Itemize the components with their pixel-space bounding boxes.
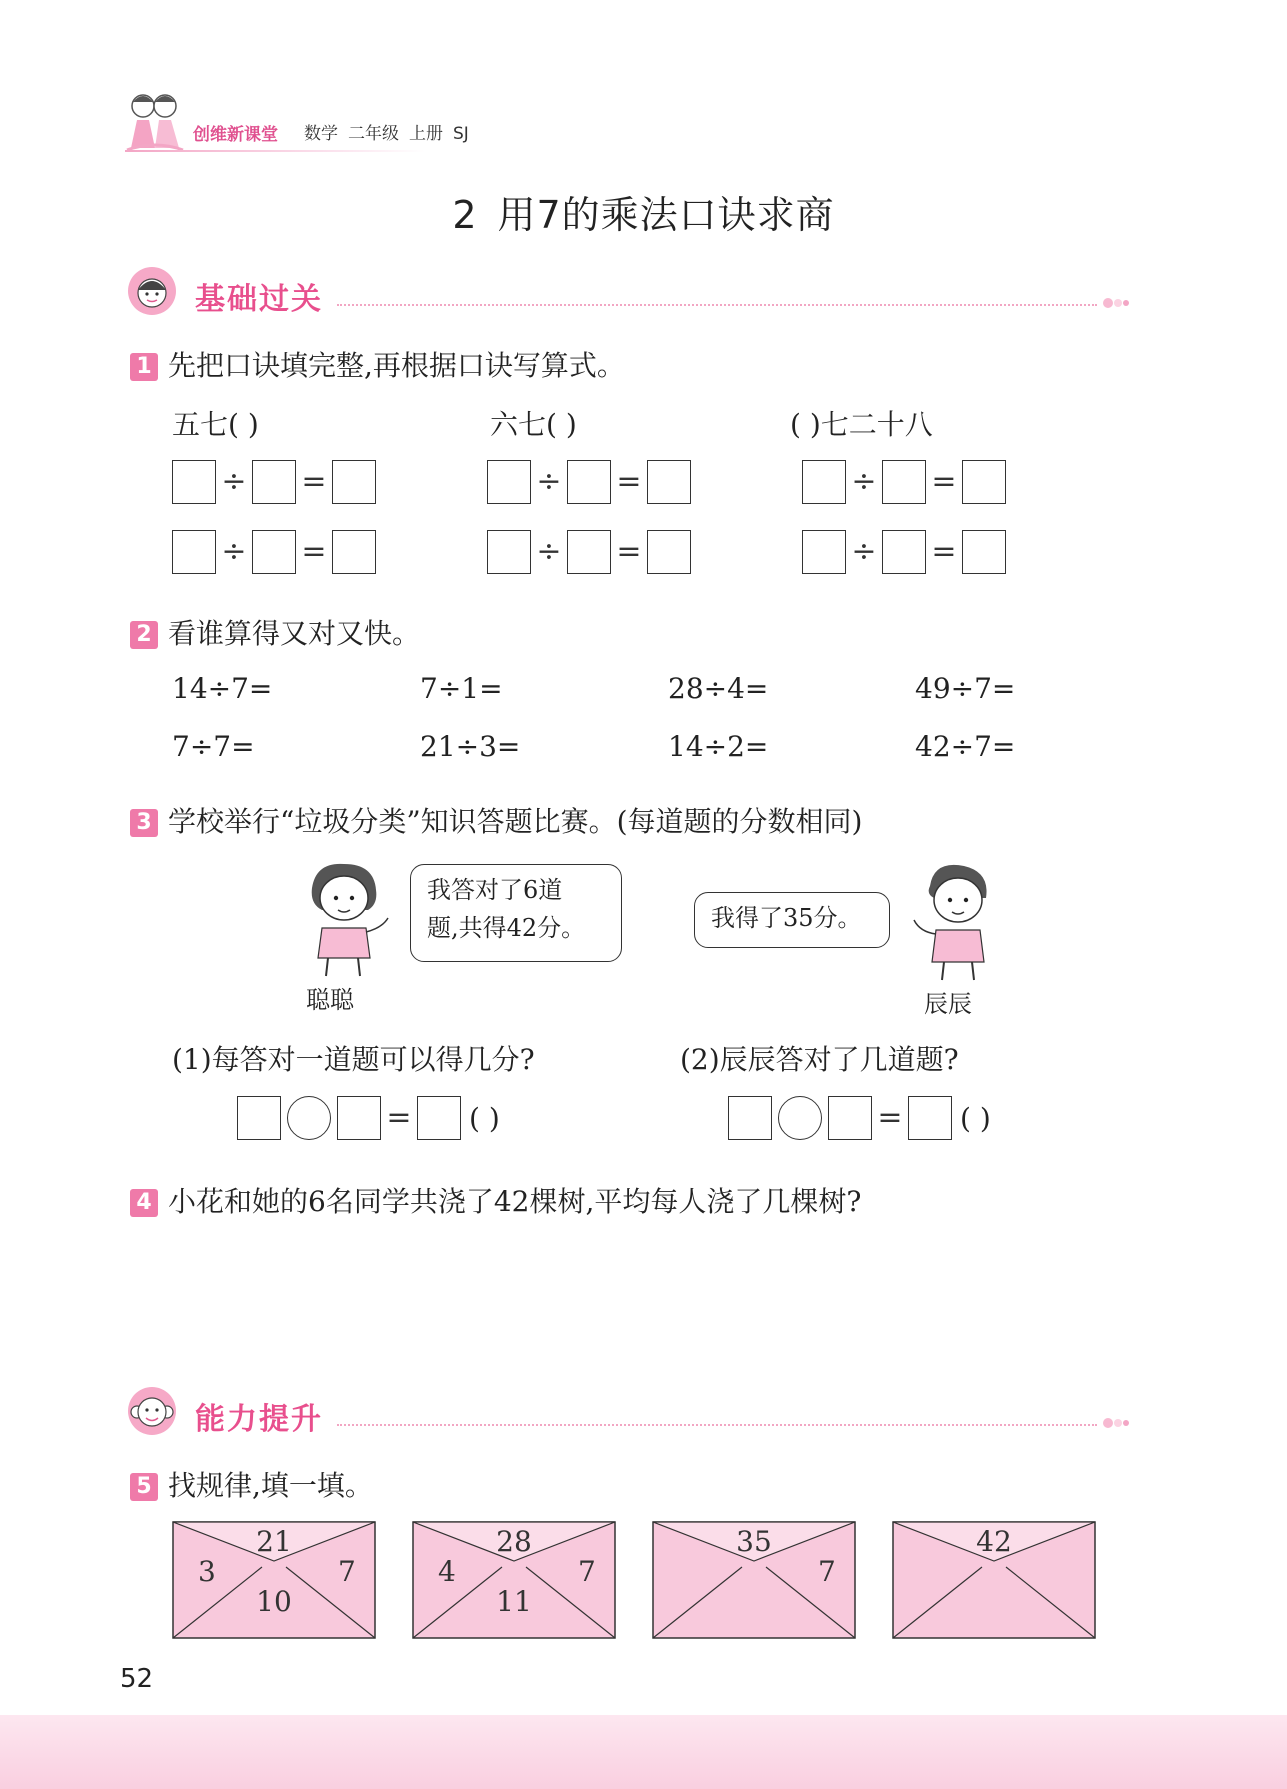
equation-row xyxy=(802,530,1006,574)
header-divider xyxy=(125,150,425,152)
envelope-top-number: 28 xyxy=(496,1525,532,1558)
question-5 xyxy=(130,1464,373,1504)
answer-box[interactable] xyxy=(728,1096,772,1140)
answer-box[interactable] xyxy=(417,1096,461,1140)
question-3 xyxy=(130,800,862,840)
answer-box[interactable] xyxy=(567,530,611,574)
girl-mascot-icon xyxy=(127,266,177,316)
equation-row xyxy=(802,460,1006,504)
envelope xyxy=(172,1521,376,1639)
question-2-text: 看谁算得又对又快。 xyxy=(168,617,421,650)
name-congcong: 聪聪 xyxy=(306,986,354,1014)
question-4-number: 4 xyxy=(130,1189,158,1217)
divide-sign: ÷ xyxy=(536,464,562,499)
question-3-number: 3 xyxy=(130,809,158,837)
question-1 xyxy=(130,344,625,384)
answer-box[interactable] xyxy=(252,530,296,574)
divide-sign: ÷ xyxy=(536,534,562,569)
calc-item: 49÷7= xyxy=(915,672,1016,705)
divide-sign: ÷ xyxy=(851,464,877,499)
monkey-mascot-icon xyxy=(127,1386,177,1436)
answer-box[interactable] xyxy=(828,1096,872,1140)
lesson-title-text: 用7的乘法口诀求商 xyxy=(497,193,835,237)
equation-row xyxy=(487,530,691,574)
answer-box[interactable] xyxy=(337,1096,381,1140)
bubble-right-text: 我得了35分。 xyxy=(711,904,862,932)
equals-sign: = xyxy=(301,464,327,499)
answer-box[interactable] xyxy=(882,530,926,574)
answer-box[interactable] xyxy=(802,530,846,574)
calc-item: 7÷7= xyxy=(172,730,255,763)
answer-box[interactable] xyxy=(882,460,926,504)
answer-box[interactable] xyxy=(962,460,1006,504)
question-3-text: 学校举行“垃圾分类”知识答题比赛。(每道题的分数相同) xyxy=(168,805,863,838)
volume-label: 上册 xyxy=(409,124,443,144)
page-number: 52 xyxy=(120,1664,154,1694)
answer-box[interactable] xyxy=(332,460,376,504)
answer-box[interactable] xyxy=(487,530,531,574)
bubble-left-line-1: 我答对了6道 xyxy=(427,876,563,904)
calc-item: 42÷7= xyxy=(915,730,1016,763)
divide-sign: ÷ xyxy=(221,534,247,569)
unit-paren[interactable]: ( ) xyxy=(469,1101,500,1135)
equals-sign: = xyxy=(877,1100,903,1135)
sub-question-1: (1)每答对一道题可以得几分? xyxy=(172,1043,535,1076)
question-4 xyxy=(130,1180,861,1220)
book-info xyxy=(304,119,479,144)
equation-row xyxy=(237,1096,500,1140)
question-4-text: 小花和她的6名同学共浇了42棵树,平均每人浇了几棵树? xyxy=(168,1185,862,1218)
bubble-left-line-2: 题,共得42分。 xyxy=(427,914,586,942)
envelope-right-number: 7 xyxy=(578,1555,596,1588)
equals-sign: = xyxy=(931,534,957,569)
rhyme-3: ( )七二十八 xyxy=(790,408,933,441)
question-1-text: 先把口诀填完整,再根据口诀写算式。 xyxy=(168,349,625,382)
envelope-left-number: 3 xyxy=(198,1555,216,1588)
boy-illustration-icon xyxy=(904,858,1004,984)
answer-box[interactable] xyxy=(908,1096,952,1140)
section-advanced-header xyxy=(127,1386,1127,1442)
envelope xyxy=(652,1521,856,1639)
equation-row xyxy=(487,460,691,504)
answer-box[interactable] xyxy=(237,1096,281,1140)
grade-label: 二年级 xyxy=(348,124,399,144)
answer-box[interactable] xyxy=(647,530,691,574)
answer-box[interactable] xyxy=(802,460,846,504)
equation-row xyxy=(172,530,376,574)
kids-logo-icon xyxy=(125,88,185,154)
lesson-title xyxy=(0,184,1287,239)
section-divider xyxy=(337,304,1097,306)
edition-label: SJ xyxy=(453,124,469,144)
calc-item: 7÷1= xyxy=(420,672,503,705)
sub-question-2: (2)辰辰答对了几道题? xyxy=(680,1043,959,1076)
section-basic-title: 基础过关 xyxy=(195,282,323,317)
speech-bubble-left xyxy=(410,864,622,962)
calc-item: 14÷7= xyxy=(172,672,273,705)
envelope-bottom-number: 10 xyxy=(256,1585,292,1618)
answer-box[interactable] xyxy=(332,530,376,574)
envelope xyxy=(412,1521,616,1639)
brand-name: 创维新课堂 xyxy=(193,125,278,145)
answer-box[interactable] xyxy=(962,530,1006,574)
calc-item: 14÷2= xyxy=(668,730,769,763)
envelope-top-number: 42 xyxy=(976,1525,1012,1558)
lesson-number: 2 xyxy=(452,193,478,237)
envelope-top-number: 21 xyxy=(256,1525,292,1558)
equals-sign: = xyxy=(931,464,957,499)
unit-paren[interactable]: ( ) xyxy=(960,1101,991,1135)
dots-decoration-icon xyxy=(1102,296,1132,310)
envelope-top-number: 35 xyxy=(736,1525,772,1558)
question-2-number: 2 xyxy=(130,621,158,649)
equals-sign: = xyxy=(301,534,327,569)
answer-box[interactable] xyxy=(487,460,531,504)
answer-box[interactable] xyxy=(647,460,691,504)
operator-circle[interactable] xyxy=(287,1096,331,1140)
footer-band xyxy=(0,1715,1287,1789)
equals-sign: = xyxy=(616,534,642,569)
question-2 xyxy=(130,612,420,652)
envelope-right-number: 7 xyxy=(818,1555,836,1588)
equation-row xyxy=(172,460,376,504)
section-advanced-title: 能力提升 xyxy=(195,1402,323,1437)
equals-sign: = xyxy=(616,464,642,499)
rhyme-2: 六七( ) xyxy=(490,408,577,441)
envelope xyxy=(892,1521,1096,1639)
equals-sign: = xyxy=(386,1100,412,1135)
envelope-left-number: 4 xyxy=(438,1555,456,1588)
divide-sign: ÷ xyxy=(221,464,247,499)
girl-illustration-icon xyxy=(298,858,394,980)
speech-bubble-right xyxy=(694,892,890,948)
dots-decoration-icon xyxy=(1102,1416,1132,1430)
answer-box[interactable] xyxy=(172,460,216,504)
envelope-bottom-number: 11 xyxy=(496,1585,532,1618)
section-basic-header xyxy=(127,266,1127,322)
envelope-right-number: 7 xyxy=(338,1555,356,1588)
operator-circle[interactable] xyxy=(778,1096,822,1140)
section-divider xyxy=(337,1424,1097,1426)
question-5-number: 5 xyxy=(130,1473,158,1501)
subject-label: 数学 xyxy=(304,124,338,144)
rhyme-1: 五七( ) xyxy=(172,408,259,441)
question-5-text: 找规律,填一填。 xyxy=(168,1469,373,1502)
equation-row xyxy=(728,1096,991,1140)
name-chenchen: 辰辰 xyxy=(924,990,972,1018)
answer-box[interactable] xyxy=(172,530,216,574)
calc-item: 28÷4= xyxy=(668,672,769,705)
question-1-number: 1 xyxy=(130,353,158,381)
calc-item: 21÷3= xyxy=(420,730,521,763)
divide-sign: ÷ xyxy=(851,534,877,569)
answer-box[interactable] xyxy=(567,460,611,504)
answer-box[interactable] xyxy=(252,460,296,504)
